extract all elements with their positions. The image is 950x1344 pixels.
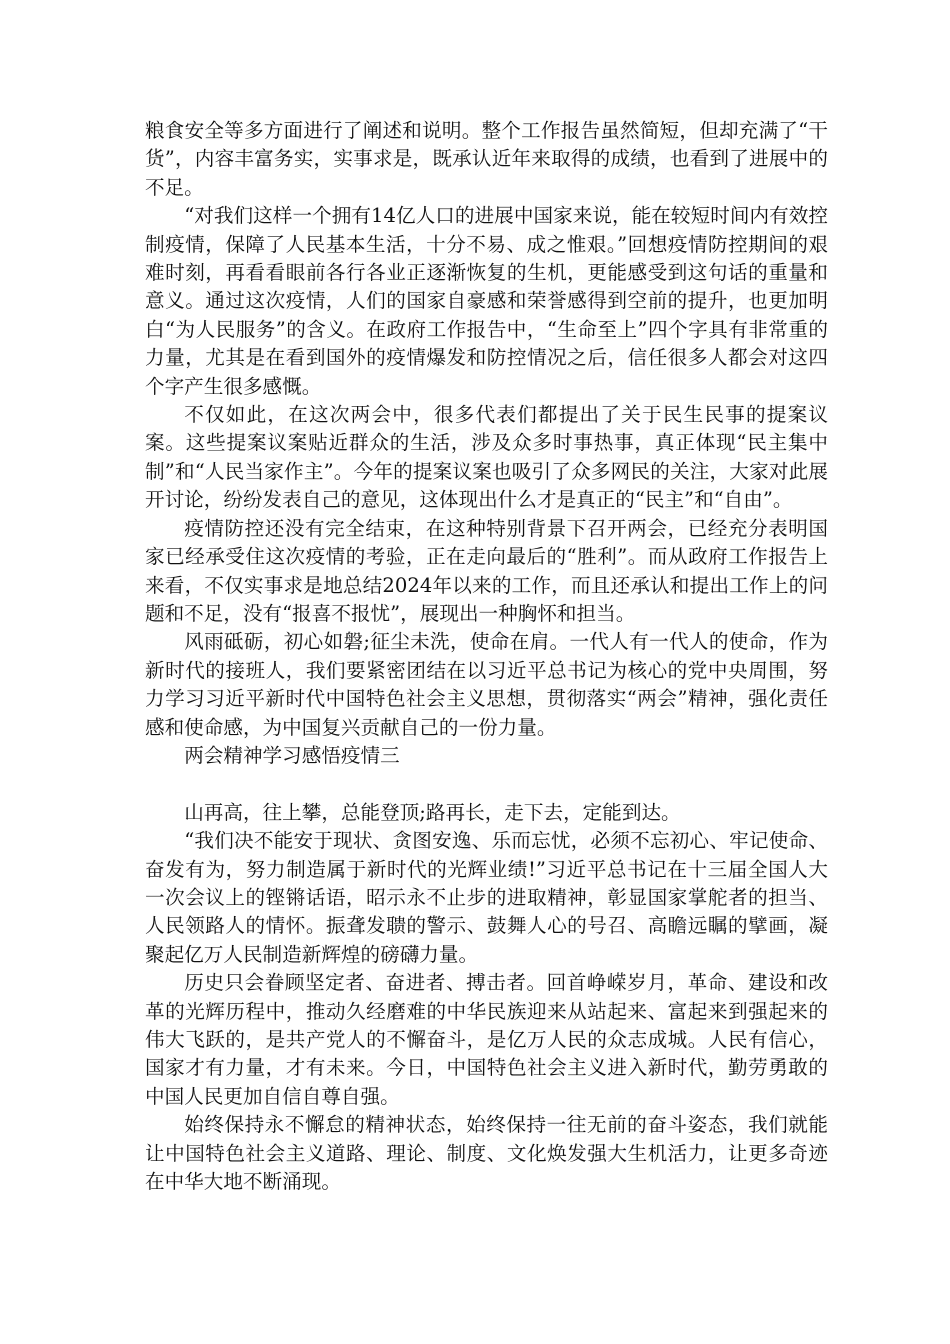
paragraph-continued: 粮食安全等多方面进行了阐述和说明。整个工作报告虽然简短，但却充满了“干货”，内容丰富务实，实事求是，既承认近年来取得的成绩，也看到了进展中的不足。: [145, 119, 828, 199]
paragraph: 疫情防控还没有完全结束，在这种特别背景下召开两会，已经充分表明国家已经承受住这次疫情的考验，正在走向最后的“胜利”。而从政府工作报告上来看，不仅实事求是地总结2024年以来的工作，而且还承认和提出工作上的问题和不足，没有“报喜不报忧”，展现出一种胸怀和担当。: [145, 516, 828, 625]
paragraph: 山再高，往上攀，总能登顶;路再长，走下去，定能到达。: [184, 800, 681, 824]
paragraph: “我们决不能安于现状、贪图安逸、乐而忘忧，必须不忘初心、牢记使命、奋发有为，努力制造属于新时代的光辉业绩!”习近平总书记在十三届全国人大一次会议上的铿锵话语，昭示永不止步的进取精神，彰显国家掌舵者的担当、人民领路人的情怀。振聋发聩的警示、鼓舞人心的号召、高瞻远瞩的擘画，凝聚起亿万人民制造新辉煌的磅礴力量。: [145, 829, 828, 966]
paragraph: 风雨砥砺，初心如磐;征尘未洗，使命在肩。一代人有一代人的使命，作为新时代的接班人，我们要紧密团结在以习近平总书记为核心的党中央周围，努力学习习近平新时代中国特色社会主义思想，贯彻落实“两会”精神，强化责任感和使命感，为中国复兴贡献自己的一份力量。: [145, 630, 828, 739]
paragraph: 始终保持永不懈怠的精神状态，始终保持一往无前的奋斗姿态，我们就能让中国特色社会主义道路、理论、制度、文化焕发强大生机活力，让更多奇迹在中华大地不断涌现。: [145, 1113, 828, 1194]
paragraph: 历史只会眷顾坚定者、奋进者、搏击者。回首峥嵘岁月，革命、建设和改革的光辉历程中，推动久经磨难的中华民族迎来从站起来、富起来到强起来的伟大飞跃的，是共产党人的不懈奋斗，是亿万人民的众志成城。人民有信心，国家才有力量，才有未来。今日，中国特色社会主义进入新时代，勤劳勇敢的中国人民更加自信自尊自强。: [145, 971, 828, 1108]
paragraph: “对我们这样一个拥有14亿人口的进展中国家来说，能在较短时间内有效控制疫情，保障了人民基本生活，十分不易、成之惟艰。”回想疫情防控期间的艰难时刻，再看看眼前各行各业正逐渐恢复的生机，更能感受到这句话的重量和意义。通过这次疫情，人们的国家自豪感和荣誉感得到空前的提升，也更加明白“为人民服务”的含义。在政府工作报告中，“生命至上”四个字具有非常重的力量，尤其是在看到国外的疫情爆发和防控情况之后，信任很多人都会对这四个字产生很多感慨。: [145, 204, 828, 398]
paragraph: 不仅如此，在这次两会中，很多代表们都提出了关于民生民事的提案议案。这些提案议案贴近群众的生活，涉及众多时事热事，真正体现“民主集中制”和“人民当家作主”。今年的提案议案也吸引了众多网民的关注，大家对此展开讨论，纷纷发表自己的意见，这体现出什么才是真正的“民主”和“自由”。: [145, 403, 828, 512]
document-page: [145, 117, 828, 1196]
section-heading: 两会精神学习感悟疫情三: [184, 743, 400, 767]
blank-line: [145, 770, 828, 798]
